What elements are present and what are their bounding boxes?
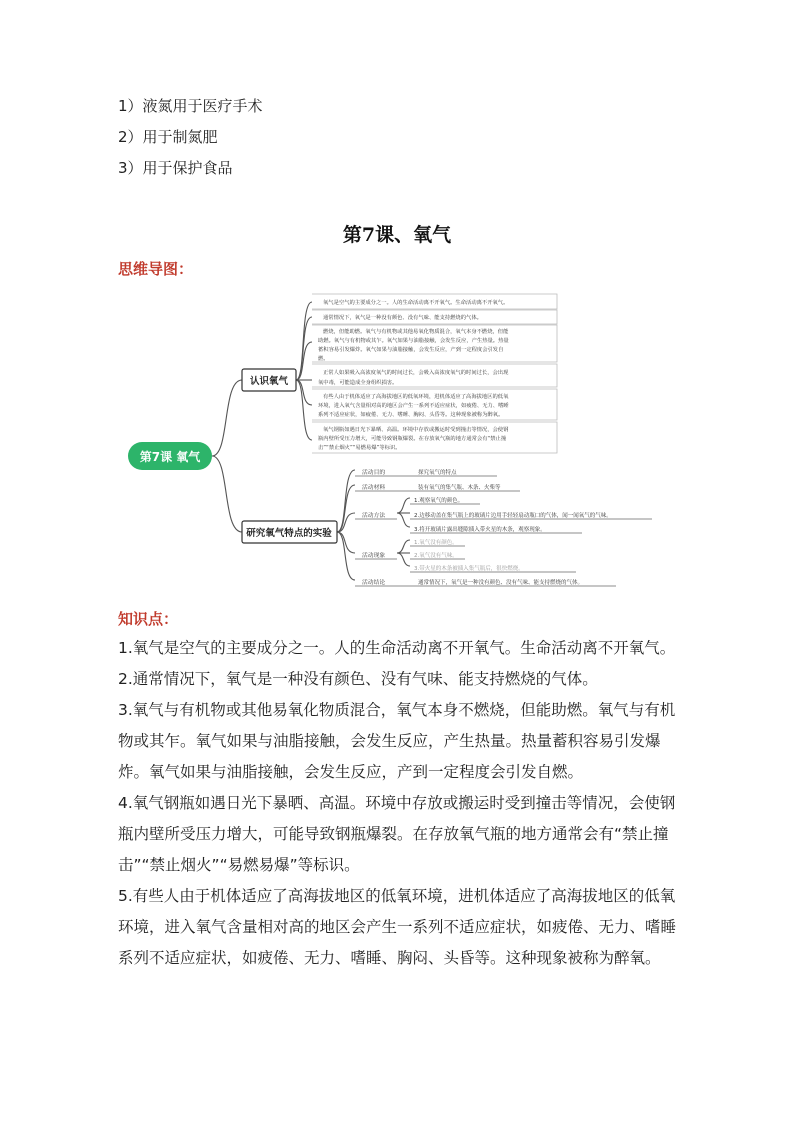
b2-row-3-text-2: 2.边移动盖在集气瓶上的玻璃片边用手轻轻扇动瓶口的气体，闻一闻氧气的气味。	[414, 513, 612, 519]
knowledge-point-3: 3.氧气与有机物或其他易氧化物质混合，氧气本身不燃烧，但能助燃。氧气与有机物或其乍。氧气如果与油脂接触，会发生反应，产生热量。热量蓄积容易引发爆炸。氧气如果与油脂接触，会发生反应，产到一定程度会引发自燃。	[118, 701, 676, 781]
b1-item-4-line-1: 正常人如果吸入高浓度氧气的时间过长，会吸入高浓度氧气的时间过长，会出现	[323, 370, 509, 376]
b1-item-5-line-3: 系列不适应症状，如疲倦、无力、嗜睡、胸闷、头昏等。这种现象被称为醉氧。	[318, 412, 504, 418]
b1-item-6-line-3: 击”“禁止烟火”“易燃易爆”等标识。	[318, 445, 401, 451]
b2-row-3-text-1: 1.观察氧气的颜色。	[414, 498, 464, 504]
branch1-items	[318, 298, 509, 451]
b1-item-1-line-1: 氧气是空气的主要成分之一。人的生命活动离不开氧气。生命活动离不开氧气。	[323, 300, 509, 306]
knowledge-point-5: 5.有些人由于机体适应了高海拔地区的低氧环境，进机体适应了高海拔地区的低氧环境，进入氧气含量相对高的地区会产生一系列不适应症状，如疲倦、无力、嗜睡系列不适应症状，如疲倦、无力、嗜睡、胸闷、头昏等。这种现象被称为醉氧。	[118, 887, 677, 967]
b2-row-1-text-1: 探究氧气的特点	[418, 470, 457, 476]
list-item-1: 1）液氮用于医疗手术	[118, 97, 263, 115]
b2-row-2-text-1: 装有氧气的集气瓶、木条、火柴等	[418, 485, 501, 491]
b2-row-name-3: 活动方法	[362, 513, 386, 519]
b1-item-3-line-1: 燃烧，但能助燃。氧气与有机物或其他易氧化物质混合，氧气本身不燃烧，但能	[323, 329, 509, 335]
knowledge-heading: 知识点：	[118, 610, 179, 628]
branch2-label: 研究氧气特点的实验	[246, 528, 332, 539]
b1-item-5-line-2: 环境，进入氧气含量相对高的地区会产生一系列不适应症状，如疲倦、无力、嗜睡	[318, 403, 509, 409]
mind-map-root-label: 第7课 氧气	[139, 450, 201, 464]
b2-row-name-4: 活动现象	[362, 553, 386, 559]
b1-item-6-line-1: 氧气钢瓶如遇日光下暴晒、高温。环境中存放或搬运时受到撞击等情况，会使钢	[323, 427, 509, 433]
b2-row-3-text-3: 3.将开玻璃片露出缝隙插入带火星的木条，观察现象。	[414, 527, 546, 533]
b1-item-3-line-4: 燃。	[318, 356, 329, 362]
b2-row-name-5: 活动结论	[362, 580, 386, 586]
b1-item-3-line-2: 助燃。氧气与有机物或其乍。氧气如果与油脂接触，会发生反应，产生热量。热量	[318, 338, 509, 344]
branch1-label: 认识氧气	[249, 376, 289, 387]
b1-item-3-line-3: 蓄积容易引发爆炸。氧气如果与油脂接触，会发生反应，产到一定程度会引发自	[318, 347, 504, 353]
b2-row-name-2: 活动材料	[362, 485, 386, 491]
branch2-row-texts	[414, 468, 612, 586]
b2-row-5-text-1: 通常情况下，氧气是一种没有颜色、没有气味、能支持燃烧的气体。	[418, 580, 584, 586]
b1-item-5-line-1: 有些人由于机体适应了高海拔地区的低氧环境，进机体适应了高海拔地区的低氧	[323, 394, 509, 400]
mindmap-heading: 思维导图：	[118, 260, 194, 278]
knowledge-point-1: 1.氧气是空气的主要成分之一。人的生命活动离不开氧气。生命活动离不开氧气。	[118, 639, 676, 657]
knowledge-point-4: 4.氧气钢瓶如遇日光下暴晒、高温。环境中存放或搬运时受到撞击等情况，会使钢瓶内壁所受压力增大，可能导致钢瓶爆裂。在存放氧气瓶的地方通常会有“禁止撞击”“禁止烟火”“易燃易爆”等标识。	[118, 794, 676, 874]
b1-item-6-line-2: 瓶内壁所受压力增大，可能导致钢瓶爆裂。在存放氧气瓶的地方通常会有“禁止撞	[318, 436, 507, 442]
b2-row-name-1: 活动目的	[362, 470, 386, 476]
list-item-2: 2）用于制氮肥	[118, 128, 218, 146]
branch2-row-names	[362, 468, 385, 586]
b2-row-4-text-3: 3.带火星的木条被插入集气瓶后，很快燃烧。	[414, 566, 524, 572]
knowledge-point-2: 2.通常情况下，氧气是一种没有颜色、没有气味、能支持燃烧的气体。	[118, 670, 598, 688]
b2-row-4-text-2: 2.氧气没有气味。	[414, 553, 458, 559]
b1-item-2-line-1: 通常情况下，氧气是一种没有颜色、没有气味、能支持燃烧的气体。	[323, 315, 482, 321]
page-title: 第7课、氧气	[342, 224, 452, 246]
b1-item-4-line-2: 氧中毒，可能造成全身组织损害。	[318, 380, 398, 386]
b2-row-4-text-1: 1.氧气没有颜色。	[414, 540, 458, 546]
list-item-3: 3）用于保护食品	[118, 159, 233, 177]
